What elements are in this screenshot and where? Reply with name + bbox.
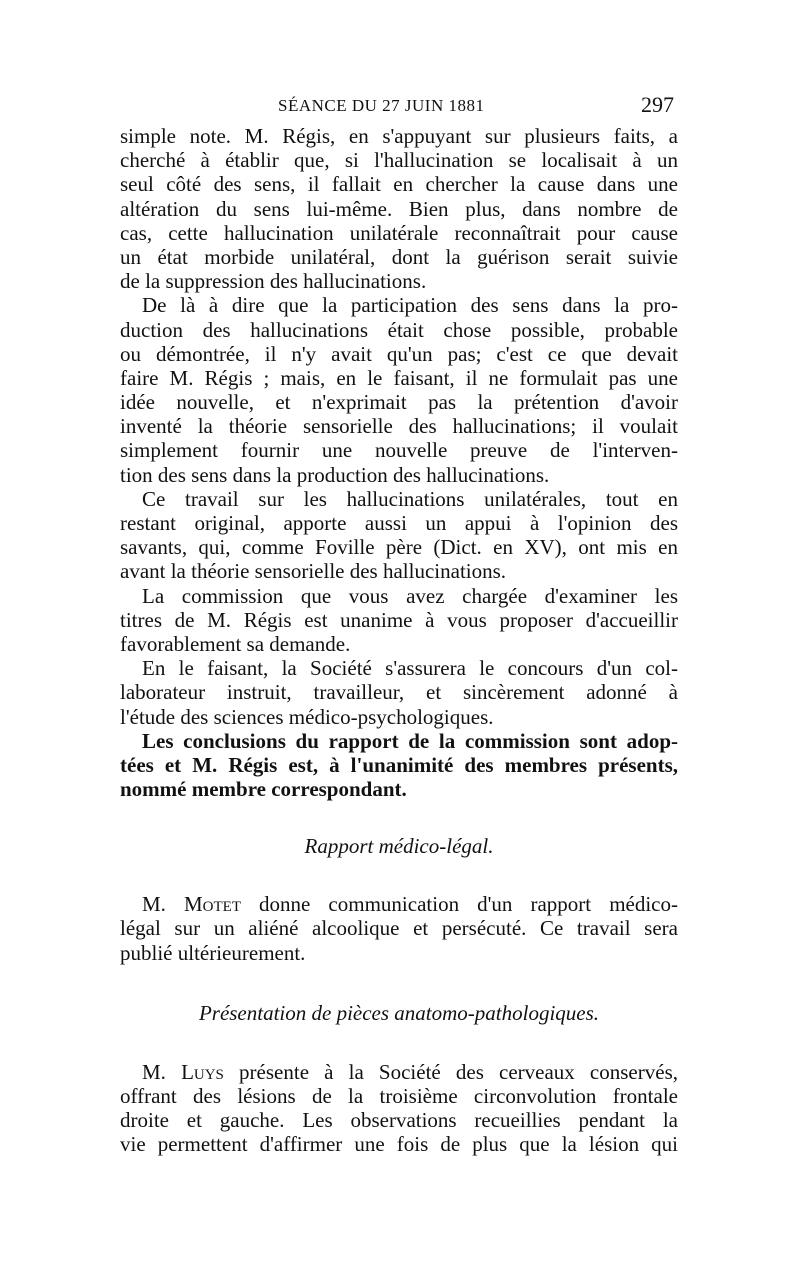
text-line: l'étude des sciences médico-psychologiques. [120,704,494,729]
text-line: un état morbide unilatéral, dont la guérison serait suivie [120,244,678,269]
text-line: publié ultérieurement. [120,940,306,965]
text-line: En le faisant, la Société s'assurera le concours d'un col- [142,656,678,681]
text-line: favorablement sa demande. [120,631,351,656]
text-line: simple note. M. Régis, en s'appuyant sur plusieurs faits, a [120,124,678,148]
text-line: simplement fournir une nouvelle preuve de l'interven- [120,438,678,463]
text-line: tées et M. Régis est, à l'unanimité des membres présents, [120,752,678,777]
text-line: savants, qui, comme Foville père (Dict. en XV), ont mis en [120,535,678,560]
speaker-name: M. Luys [142,1059,224,1084]
section-title-presentation: Présentation de pièces anatomo-pathologiques. [198,1000,600,1025]
text-line: inventé la théorie sensorielle des hallucinations; il voulait [120,414,678,439]
text-line: offrant des lésions de la troisième circonvolution frontale [120,1084,678,1108]
running-head: SÉANCE DU 27 JUIN 1881 [278,96,485,115]
text-line [120,892,678,916]
body-text [120,124,678,1157]
text-line: idée nouvelle, et n'exprimait pas la prétention d'avoir [120,390,678,415]
text-line: de la suppression des hallucinations. [120,269,427,294]
speaker-name: M. Motet [142,892,241,917]
paragraph-4 [120,584,678,657]
paragraph-5 [120,656,678,729]
paragraph-1 [120,124,678,293]
text-line: droite et gauche. Les observations recueillies pendant la [120,1108,678,1133]
page-number: 297 [641,92,674,117]
text-fragment: présente à la Société des cerveaux conservés, [223,1059,678,1084]
text-line: Les conclusions du rapport de la commission sont adop- [142,728,678,753]
text-line: vie permettent d'affirmer une fois de plus que la lésion qui [120,1132,678,1157]
spacer [120,858,678,892]
text-line: altération du sens lui-même. Bien plus, dans nombre de [120,196,678,221]
text-line: Ce travail sur les hallucinations unilatérales, tout en [142,486,678,511]
text-line: avant la théorie sensorielle des hallucinations. [120,559,507,584]
section-title-rapport: Rapport médico-légal. [304,834,494,859]
text-line: cherché à établir que, si l'hallucination se localisait à un [120,148,678,173]
text-line: titres de M. Régis est unanime à vous proposer d'accueillir [120,607,678,632]
text-line: nommé membre correspondant. [120,777,407,802]
text-line: faire M. Régis ; mais, en le faisant, il ne formulait pas une [120,365,678,390]
paragraph-3 [120,487,678,584]
text-line: duction des hallucinations était chose possible, probable [120,317,678,342]
text-line: restant original, apporte aussi un appui à l'opinion des [120,511,678,535]
paragraph-7 [120,892,678,965]
spacer [120,1025,678,1060]
text-line: seul côté des sens, il fallait en chercher la cause dans une [120,172,678,197]
paragraph-8 [120,1060,678,1157]
text-line: ou démontrée, il n'y avait qu'un pas; c'est ce que devait [120,341,678,366]
spacer [120,801,678,834]
text-line: La commission que vous avez chargée d'examiner les [142,583,678,608]
paragraph-2 [120,293,678,487]
text-line [120,1060,678,1084]
text-line: laborateur instruit, travailleur, et sincèrement adonné à [120,680,678,705]
text-line: cas, cette hallucination unilatérale reconnaîtrait pour cause [120,220,678,245]
page-header [118,92,678,122]
spacer [120,965,678,1001]
text-line: De là à dire que la participation des sens dans la pro- [142,293,678,318]
text-line: tion des sens dans la production des hallucinations. [120,462,550,487]
text-line: légal sur un aliéné alcoolique et persécuté. Ce travail sera [120,916,678,941]
text-fragment: donne communication d'un rapport médico- [240,892,678,917]
paragraph-6 [120,729,678,802]
